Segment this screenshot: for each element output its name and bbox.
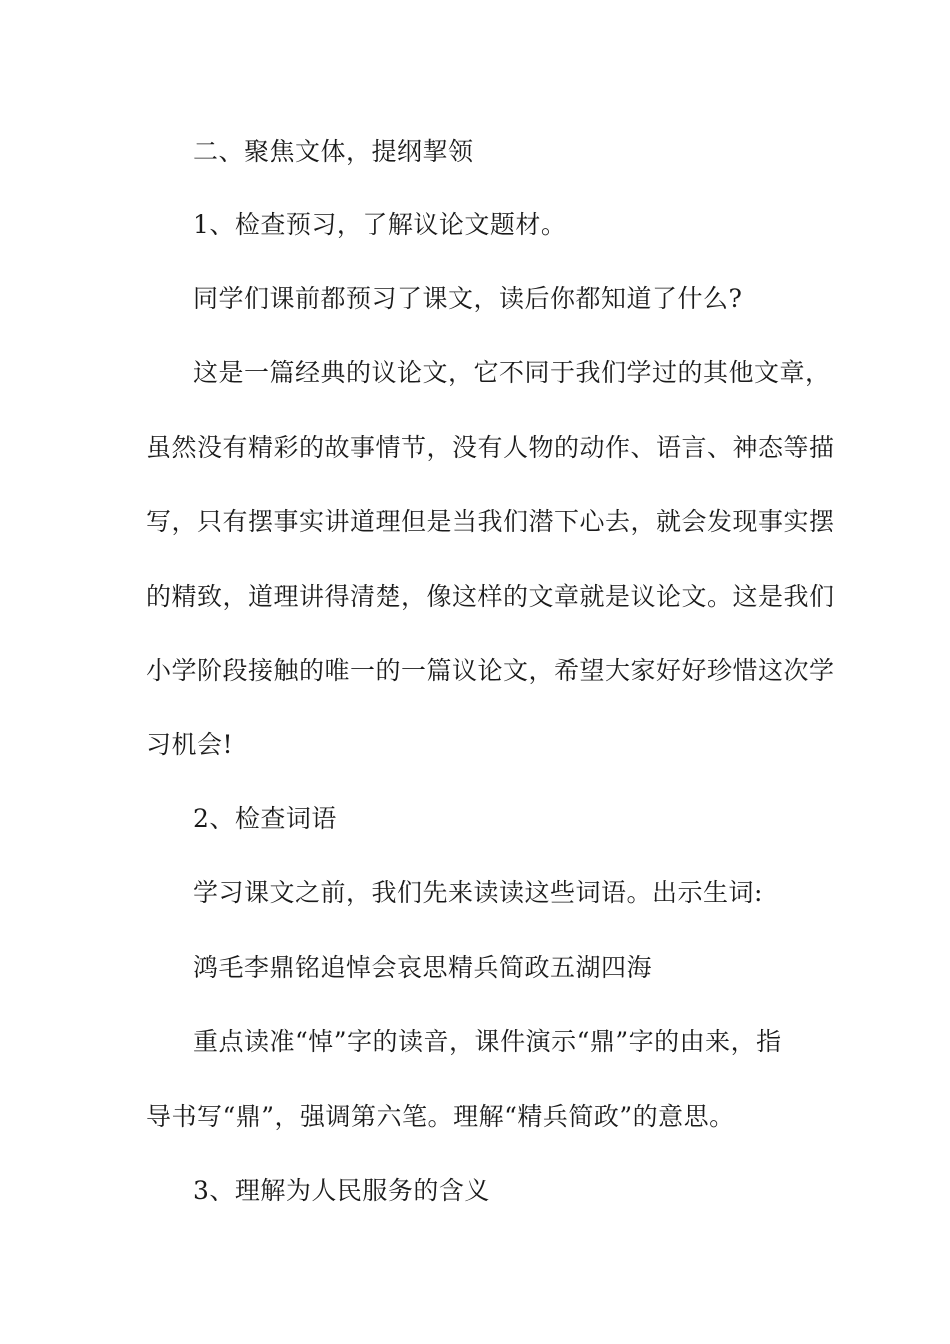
paragraph-line: 导书写“鼎”，强调第六笔。理解“精兵简政”的意思。 [146,1102,735,1131]
step-heading-1: 1、检查预习，了解议论文题材。 [193,210,567,239]
paragraph-line: 虽然没有精彩的故事情节，没有人物的动作、语言、神态等描 [146,433,835,462]
vocabulary-list: 鸿毛李鼎铭追悼会哀思精兵简政五湖四海 [193,953,653,982]
paragraph-line: 重点读准“悼”字的读音，课件演示“鼎”字的由来，指 [193,1027,782,1056]
paragraph-line: 这是一篇经典的议论文，它不同于我们学过的其他文章， [193,358,831,387]
step-heading-2: 2、检查词语 [193,804,337,833]
paragraph-line: 同学们课前都预习了课文，读后你都知道了什么? [193,284,743,313]
paragraph-line: 学习课文之前，我们先来读读这些词语。出示生词: [193,878,763,907]
paragraph-line: 的精致，道理讲得清楚，像这样的文章就是议论文。这是我们 [146,582,835,611]
paragraph-line: 写，只有摆事实讲道理但是当我们潜下心去，就会发现事实摆 [146,507,835,536]
paragraph-line: 习机会! [146,730,234,759]
paragraph-line: 小学阶段接触的唯一的一篇议论文，希望大家好好珍惜这次学 [146,656,835,685]
step-heading-3: 3、理解为人民服务的含义 [193,1176,490,1205]
section-heading: 二、聚焦文体，提纲挈领 [193,137,474,166]
